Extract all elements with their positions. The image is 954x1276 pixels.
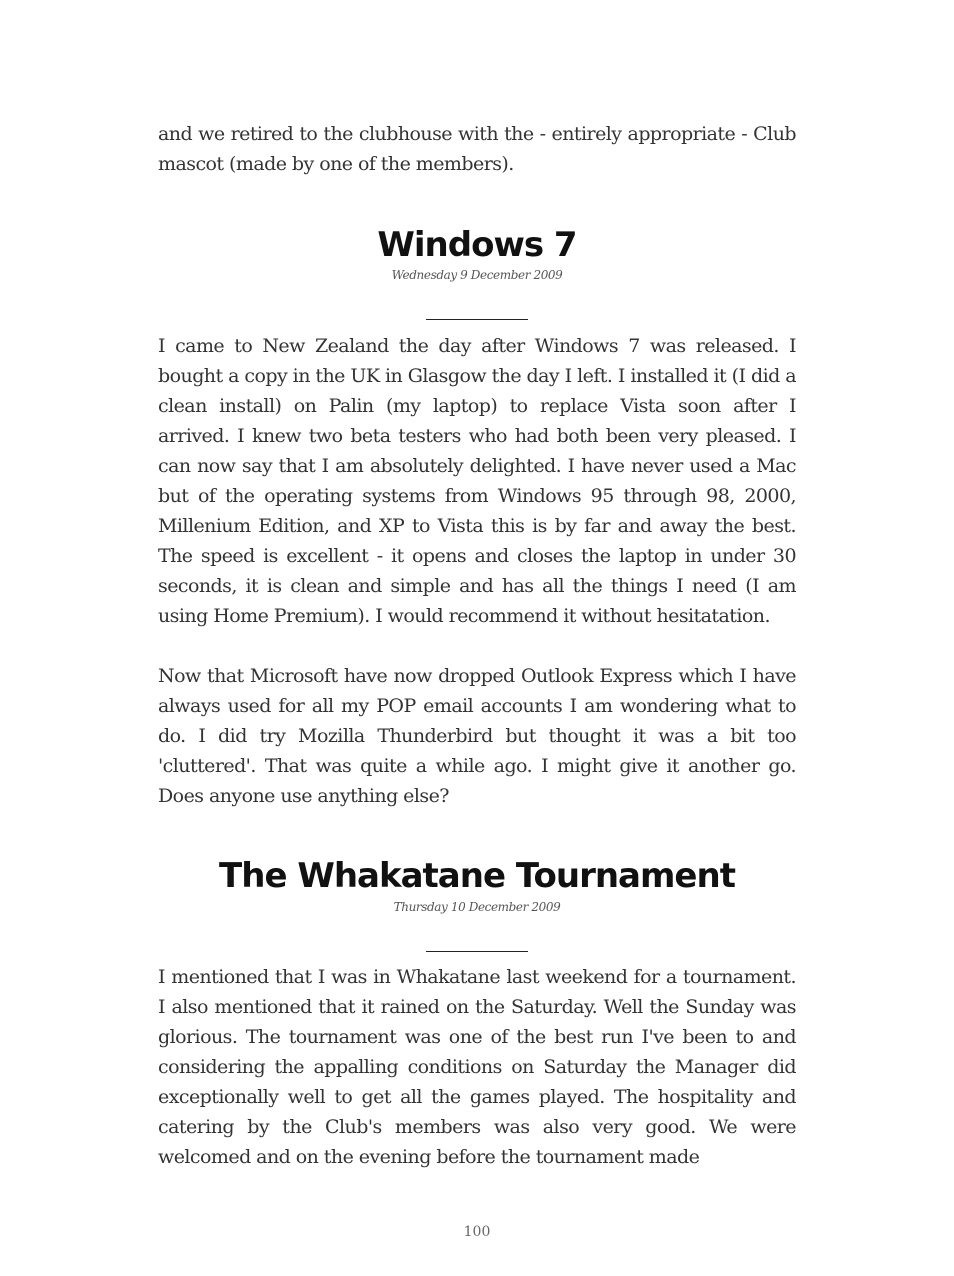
post-paragraph: I mentioned that I was in Whakatane last weekend for a tournament. I also mentioned that it rained on the Saturday. Well the Sunday was glorious. The tournament was one of the best run I've been to and considering the appalling conditions on Saturday the Manager did exceptionally well to get all the games played. The hospitality and catering by the Club's members was also very good. We were welcomed and on the evening before the tournament made (158, 966, 796, 1168)
post-paragraph: I came to New Zealand the day after Windows 7 was released. I bought a copy in the UK in Glasgow the day I left. I installed it (I did a clean install) on Palin (my laptop) to replace Vista soon after I arrived. I knew two beta testers who had both been very pleased. I can now say that I am absolutely delighted. I have never used a Mac but of the operating systems from Windows 95 through 98, 2000, Millenium Edition, and XP to Vista this is by far and away the best. The speed is excellent - it opens and closes the laptop in under 30 seconds, it is clean and simple and has all the things I need (I am using Home Premium). I would recommend it without hesitatation. (158, 335, 796, 627)
post-separator (426, 951, 528, 952)
post-date-windows-7: Wednesday 9 December 2009 (391, 268, 563, 282)
post-title-whakatane-tournament: The Whakatane Tournament (219, 856, 735, 896)
post-date-whakatane-tournament: Thursday 10 December 2009 (393, 900, 561, 914)
post-separator (426, 319, 528, 320)
intro-paragraph: and we retired to the clubhouse with the - entirely appropriate - Club mascot (made by one of the members). (158, 123, 796, 175)
page-number: 100 (463, 1224, 491, 1240)
post-paragraph: Now that Microsoft have now dropped Outlook Express which I have always used for all my POP email accounts I am wondering what to do. I did try Mozilla Thunderbird but thought it was a bit too 'cluttered'. That was quite a while ago. I might give it another go. Does anyone use anything else? (158, 665, 796, 807)
post-title-windows-7: Windows 7 (377, 225, 577, 265)
